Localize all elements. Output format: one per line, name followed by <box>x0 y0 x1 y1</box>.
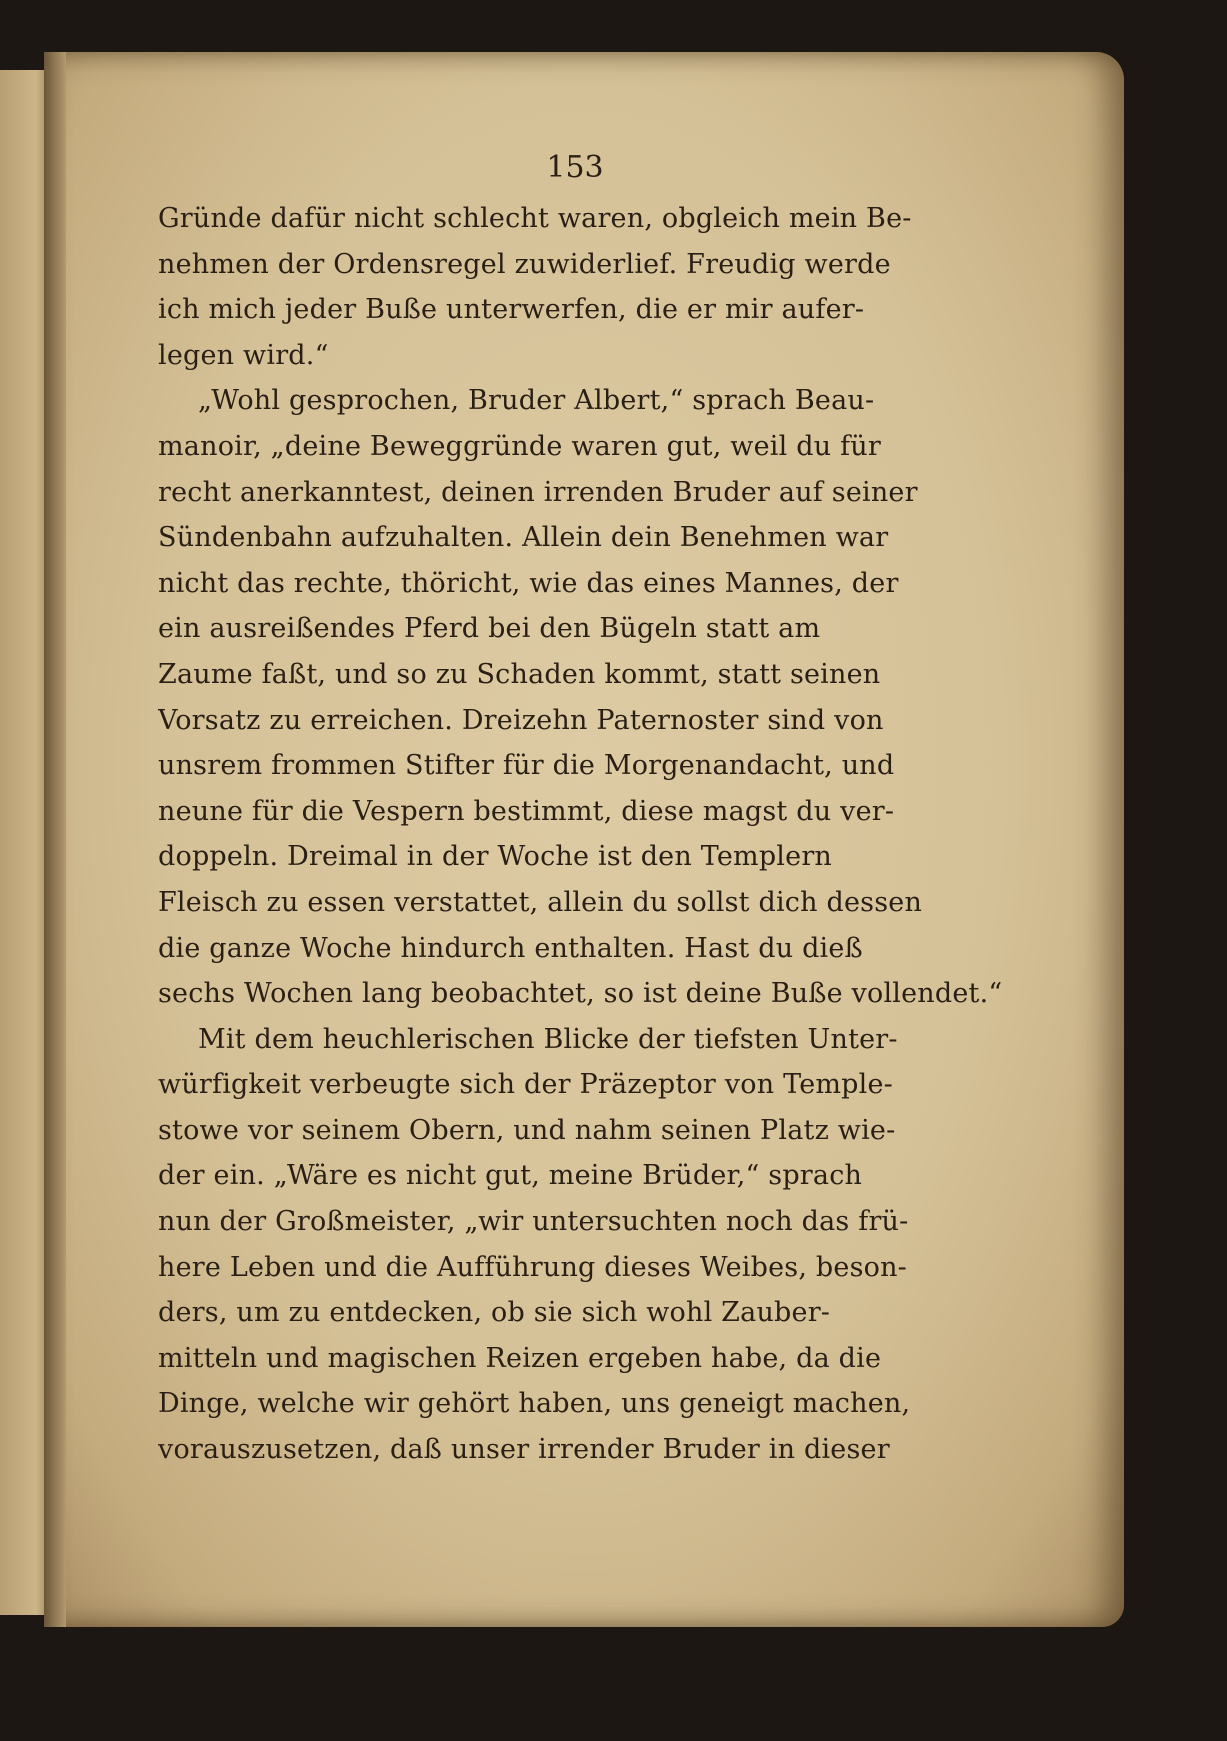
text-line: stowe vor seinem Obern, und nahm seinen Platz wie- <box>158 1114 896 1146</box>
text-line: die ganze Woche hindurch enthalten. Hast du dieß <box>158 932 863 964</box>
text-line: neune für die Vespern bestimmt, diese magst du ver- <box>158 795 895 827</box>
text-line: manoir, „deine Beweggründe waren gut, weil du für <box>158 430 881 462</box>
text-line: nicht das rechte, thöricht, wie das eines Mannes, der <box>158 567 899 599</box>
text-line: sechs Wochen lang beobachtet, so ist deine Buße vollendet.“ <box>158 978 1003 1010</box>
text-line: ders, um zu entdecken, ob sie sich wohl Zauber- <box>158 1297 831 1329</box>
text-line: der ein. „Wäre es nicht gut, meine Brüder,“ sprach <box>158 1160 863 1192</box>
text-line: Fleisch zu essen verstattet, allein du sollst dich dessen <box>158 886 923 918</box>
text-line: Sündenbahn aufzuhalten. Allein dein Benehmen war <box>158 522 889 554</box>
text-line: Mit dem heuchlerischen Blicke der tiefsten Unter- <box>198 1023 898 1055</box>
text-line: recht anerkanntest, deinen irrenden Bruder auf seiner <box>158 476 918 508</box>
text-line: ich mich jeder Buße unterwerfen, die er mir aufer- <box>158 294 865 326</box>
text-line: Zaume faßt, und so zu Schaden kommt, statt seinen <box>158 658 881 690</box>
text-line: Vorsatz zu erreichen. Dreizehn Paternoster sind von <box>158 704 884 736</box>
text-line: nehmen der Ordensregel zuwiderlief. Freudig werde <box>158 248 891 280</box>
text-line: legen wird.“ <box>158 339 329 371</box>
page-gutter <box>44 52 66 1627</box>
page-number: 153 <box>546 150 604 185</box>
text-line: vorauszusetzen, daß unser irrender Bruder in dieser <box>158 1434 890 1466</box>
text-line: würfigkeit verbeugte sich der Präzeptor von Temple- <box>158 1069 893 1101</box>
text-line: here Leben und die Aufführung dieses Weibes, beson- <box>158 1251 908 1283</box>
text-line: Gründe dafür nicht schlecht waren, obgleich mein Be- <box>158 203 912 234</box>
text-line: doppeln. Dreimal in der Woche ist den Templern <box>158 841 833 873</box>
text-line: nun der Großmeister, „wir untersuchten noch das frü- <box>158 1206 909 1238</box>
text-line: ein ausreißendes Pferd bei den Bügeln statt am <box>158 613 821 645</box>
text-line: Dinge, welche wir gehört haben, uns geneigt machen, <box>158 1388 911 1420</box>
text-lines <box>158 196 1008 1473</box>
text-line: „Wohl gesprochen, Bruder Albert,“ sprach Beau- <box>198 385 875 417</box>
text-line: mitteln und magischen Reizen ergeben habe, da die <box>158 1342 882 1374</box>
text-line: unsrem frommen Stifter für die Morgenandacht, und <box>158 750 895 782</box>
